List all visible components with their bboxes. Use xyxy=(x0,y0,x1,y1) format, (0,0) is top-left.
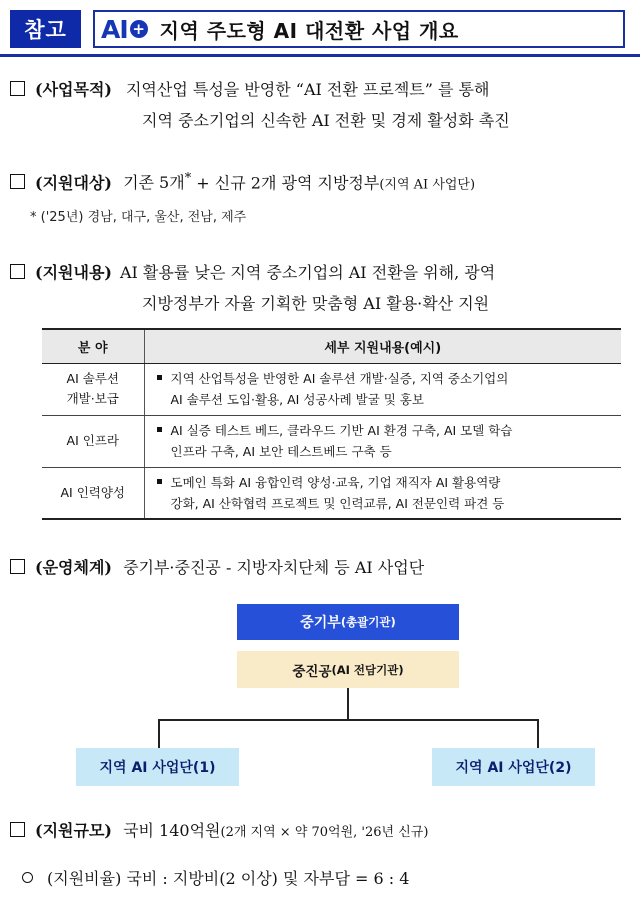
section-label: (운영체계) xyxy=(35,558,112,577)
bullet-square-icon xyxy=(157,472,171,493)
table-row xyxy=(42,415,621,467)
circle-bullet-icon xyxy=(22,872,33,883)
section-label: (사업목적) xyxy=(35,80,112,99)
section-content xyxy=(10,257,630,319)
footnote-mark: * xyxy=(184,171,192,186)
detail-line: 강화, AI 산학협력 프로젝트 및 인력교류, AI 전문인력 파견 등 xyxy=(170,495,505,511)
detail-line: 도메인 특화 AI 융합인력 양성·교육, 기업 재직자 AI 활용역량 xyxy=(170,474,501,490)
node-main: 중기부 xyxy=(300,615,341,631)
org-connector-vertical xyxy=(347,688,349,720)
header-divider xyxy=(0,54,640,57)
section-text-continued: 지방정부가 자율 기획한 맞춤형 AI 활용·확산 지원 xyxy=(142,294,490,313)
org-connector-horizontal xyxy=(158,719,538,721)
logo-text: AI xyxy=(101,14,128,44)
org-node-kosmes xyxy=(237,651,459,688)
table-header: 분 야 xyxy=(42,329,144,363)
section-text: 중기부·중진공 - 지방자치단체 등 AI 사업단 xyxy=(123,558,425,577)
scale-text-small: (2개 지역 × 약 70억원, '26년 신규) xyxy=(220,825,429,840)
section-operation xyxy=(10,552,630,583)
target-text-small: (지역 AI 사업단) xyxy=(379,177,476,193)
section-target xyxy=(10,163,630,200)
org-node-region-2: 지역 AI 사업단(2) xyxy=(432,748,595,786)
section-text: 지역산업 특성을 반영한 “AI 전환 프로젝트” 를 통해 xyxy=(125,80,490,99)
target-footnote: * ('25년) 경남, 대구, 울산, 전남, 제주 xyxy=(30,210,247,225)
table-header: 세부 지원내용(예시) xyxy=(144,329,621,363)
detail-cell xyxy=(144,363,621,415)
detail-cell xyxy=(144,467,621,519)
checkbox-icon xyxy=(10,264,25,279)
field-cell xyxy=(42,467,144,519)
field-line: AI 솔루션 xyxy=(66,371,119,386)
detail-line: 인프라 구축, AI 보안 테스트베드 구축 등 xyxy=(170,444,392,459)
node-sub: (총괄기관) xyxy=(340,615,396,629)
field-line: AI 인력양성 xyxy=(60,484,125,500)
field-cell xyxy=(42,363,144,415)
bullet-square-icon xyxy=(157,368,171,389)
target-text-b: + 신규 2개 광역 지방정부 xyxy=(196,173,380,193)
section-label: (지원규모) xyxy=(35,821,112,840)
section-label: (지원내용) xyxy=(35,263,112,282)
checkbox-icon xyxy=(10,174,25,189)
section-label: (지원대상) xyxy=(35,173,112,193)
section-text: AI 활용률 낮은 지역 중소기업의 AI 전환을 위해, 광역 xyxy=(119,263,496,282)
table-row xyxy=(42,363,621,415)
org-node-mss xyxy=(237,604,459,640)
org-connector-right xyxy=(537,719,539,748)
section-purpose xyxy=(10,74,630,136)
section-scale xyxy=(10,815,630,848)
node-main: 중진공 xyxy=(292,663,332,680)
detail-line: 지역 산업특성을 반영한 AI 솔루션 개발·실증, 지역 중소기업의 xyxy=(170,371,509,386)
org-node-region-1: 지역 AI 사업단(1) xyxy=(76,748,239,786)
reference-badge: 참고 xyxy=(10,10,81,48)
ratio-text: (지원비율) 국비 : 지방비(2 이상) 및 자부담 = 6 : 4 xyxy=(47,869,410,888)
title-box xyxy=(93,10,625,48)
plus-circle-icon: + xyxy=(130,20,148,38)
field-line: 개발·보급 xyxy=(66,391,119,406)
checkbox-icon xyxy=(10,822,25,837)
ai-plus-logo xyxy=(101,14,148,44)
support-table xyxy=(42,328,621,520)
detail-line: AI 실증 테스트 베드, 클라우드 기반 AI 환경 구축, AI 모델 학습 xyxy=(170,423,513,438)
checkbox-icon xyxy=(10,559,25,574)
page-title: 지역 주도형 AI 대전환 사업 개요 xyxy=(159,18,459,43)
table-row xyxy=(42,467,621,519)
field-line: AI 인프라 xyxy=(66,433,119,448)
detail-cell xyxy=(144,415,621,467)
node-sub: (AI 전담기관) xyxy=(331,662,404,677)
section-text-continued: 지역 중소기업의 신속한 AI 전환 및 경제 활성화 촉진 xyxy=(142,111,510,130)
ratio-line xyxy=(22,866,409,889)
checkbox-icon xyxy=(10,81,25,96)
target-text-a: 기존 5개 xyxy=(123,173,185,193)
field-cell xyxy=(42,415,144,467)
bullet-square-icon xyxy=(157,420,171,441)
scale-text: 국비 140억원 xyxy=(123,821,221,840)
org-connector-left xyxy=(158,719,160,748)
detail-line: AI 솔루션 도입·활용, AI 성공사례 발굴 및 홍보 xyxy=(170,392,424,407)
